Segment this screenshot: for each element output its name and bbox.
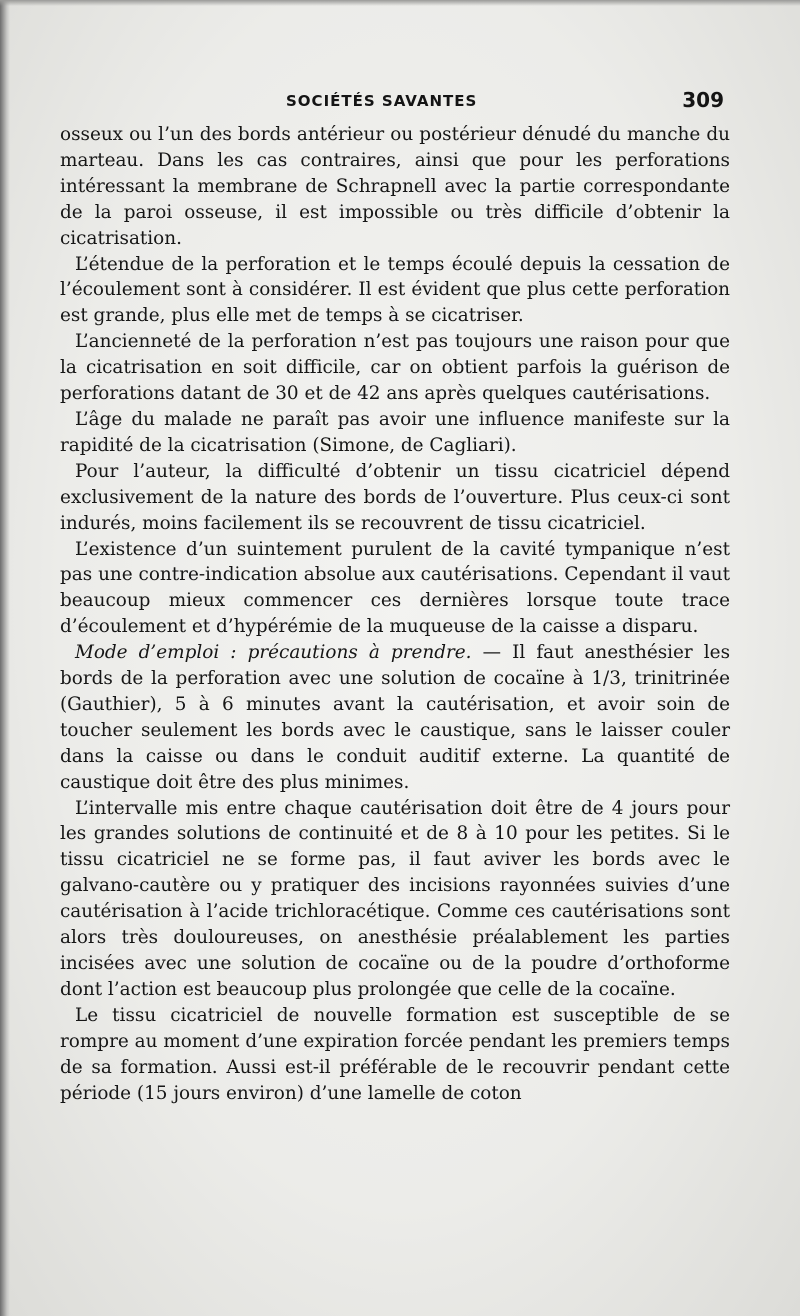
page-top-shadow — [0, 0, 800, 6]
paragraph: L’âge du malade ne paraît pas avoir une influence manifeste sur la rapidité de la cicatrisation (Simone, de Cagliari). — [60, 408, 730, 456]
paragraph-text: — Il faut anesthésier les bords de la perforation avec une solution de cocaïne à 1/3, trinitrinée (Gauthier), 5 à 6 minutes avant la cautérisation, et avoir soin de toucher seulement les bords avec le caustique, sans le laisser couler dans la caisse ou dans le conduit auditif externe. La quantité de caustique doit être des plus minimes. — [60, 642, 731, 793]
paragraph: L’intervalle mis entre chaque cautérisation doit être de 4 jours pour les grandes solutions de continuité et de 8 à 10 pour les petites. Si le tissu cicatriciel ne se forme pas, il faut aviver les bords avec le galvano-cautère ou y pratiquer des incisions rayonnées suivies d’une cautérisation à l’acide trichloracétique. Comme ces cautérisations sont alors très douloureuses, on anesthésie préalablement les parties incisées avec une solution de cocaïne ou de la poudre d’orthoforme dont l’action est beaucoup plus prolongée que celle de la cocaïne. — [60, 797, 730, 1000]
section-lead-italic: Mode d’emploi : précautions à prendre. — [75, 642, 472, 664]
paragraph: L’ancienneté de la perforation n’est pas toujours une raison pour que la cicatrisation en soit difficile, car on obtient parfois la guérison de perforations datant de 30 et de 42 ans après quelques cautérisations. — [60, 331, 730, 405]
page-header — [60, 88, 728, 118]
paragraph: Le tissu cicatriciel de nouvelle formation est susceptible de se rompre au moment d’une expiration forcée pendant les premiers temps de sa formation. Aussi est-il préférable de le recouvrir pendant cette période (15 jours environ) d’une lamelle de coton — [60, 1004, 730, 1104]
page-edge-shadow — [0, 0, 10, 1316]
paragraph: L’existence d’un suintement purulent de la cavité tympanique n’est pas une contre-indication absolue aux cautérisations. Cependant il vaut beaucoup mieux commencer ces dernières lorsque toute trace d’écoulement et d’hypérémie de la muqueuse de la caisse a disparu. — [60, 538, 730, 638]
paragraph: Pour l’auteur, la difficulté d’obtenir un tissu cicatriciel dépend exclusivement de la nature des bords de l’ouverture. Plus ceux-ci sont indurés, moins facilement ils se recouvrent de tissu cicatriciel. — [60, 460, 730, 534]
paragraph-mode-emploi — [60, 640, 730, 795]
paragraph-continuation: osseux ou l’un des bords antérieur ou postérieur dénudé du manche du marteau. Dans les cas contraires, ainsi que pour les perforations intéressant la membrane de Schrapnell avec la partie correspondante de la paroi osseuse, il est impossible ou très difficile d’obtenir la cicatrisation. — [60, 124, 730, 249]
paragraph: L’étendue de la perforation et le temps écoulé depuis la cessation de l’écoulement sont à considérer. Il est évident que plus cette perforation est grande, plus elle met de temps à se cicatriser. — [60, 253, 730, 327]
body-text — [60, 122, 730, 1106]
page-number: 309 — [682, 88, 724, 112]
running-head: SOCIÉTÉS SAVANTES — [286, 92, 478, 110]
